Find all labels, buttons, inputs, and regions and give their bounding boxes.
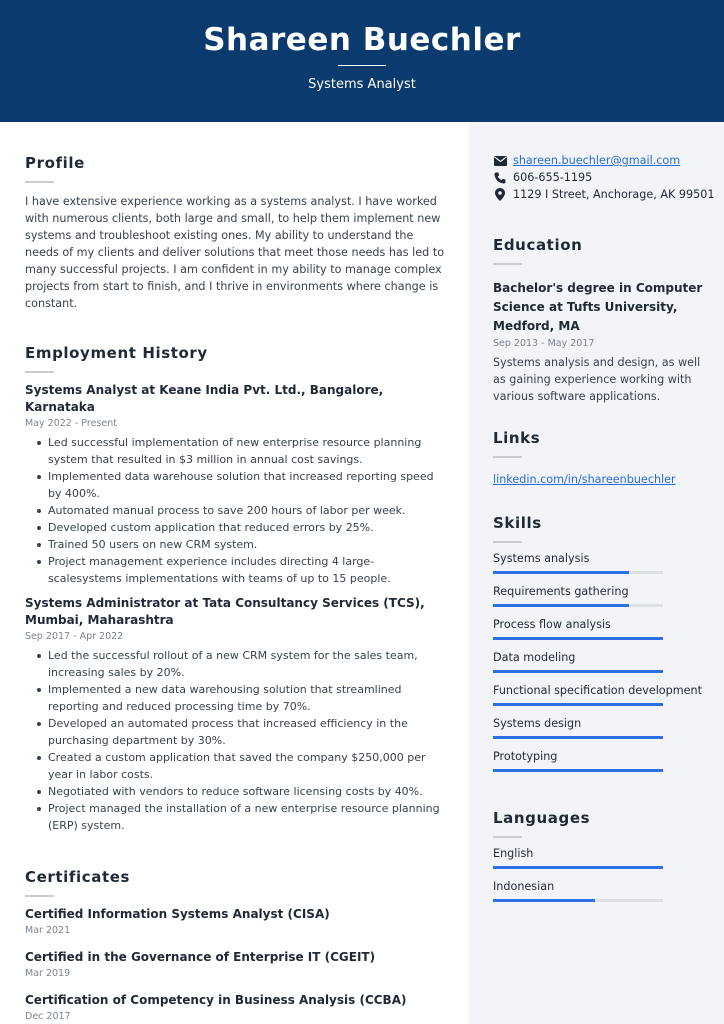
certificates-heading: Certificates <box>25 868 131 886</box>
section-divider <box>493 263 522 265</box>
skill-level-bar <box>493 703 663 706</box>
skill-name: Data modeling <box>493 651 576 664</box>
job-title: Systems Analyst at Keane India Pvt. Ltd., Bangalore, Karnataka <box>25 383 384 414</box>
contact-address: 1129 I Street, Anchorage, AK 99501 <box>513 188 715 201</box>
section-divider <box>25 181 54 183</box>
skill-item <box>493 716 708 739</box>
skill-name: Prototyping <box>493 750 558 763</box>
certificate-title: Certified in the Governance of Enterprise IT (CGEIT) <box>25 950 376 964</box>
skill-level-bar <box>493 637 663 640</box>
language-item <box>493 846 708 869</box>
skill-level-track <box>493 736 663 739</box>
education-dates: Sep 2013 - May 2017 <box>493 338 595 349</box>
job-dates: Sep 2017 - Apr 2022 <box>25 631 124 642</box>
education-description: Systems analysis and design, as well as gaining experience working with various software applications. <box>493 356 701 403</box>
certificate-title: Certified Information Systems Analyst (CISA) <box>25 907 330 921</box>
section-divider <box>493 541 522 543</box>
employment-heading: Employment History <box>25 344 208 362</box>
certificate-title: Certification of Competency in Business Analysis (CCBA) <box>25 993 407 1007</box>
contact-email-link[interactable]: shareen.buechler@gmail.com <box>513 154 681 167</box>
job-bullet: Implemented data warehouse solution that increased reporting speed by 400%. <box>25 468 445 502</box>
skill-item <box>493 749 708 772</box>
profile-section <box>25 154 445 312</box>
main-column <box>25 122 445 1024</box>
languages-section <box>493 809 708 838</box>
skill-name: Systems analysis <box>493 552 590 565</box>
education-degree: Bachelor's degree in Computer Science at Tufts University, Medford, MA <box>493 281 703 333</box>
certificate-date: Dec 2017 <box>25 1011 71 1022</box>
envelope-icon <box>493 154 507 168</box>
skill-level-bar <box>493 604 629 607</box>
employment-section <box>25 344 445 834</box>
job-bullet: Led successful implementation of new enterprise resource planning system that resulted in $3 million in annual cost savings. <box>25 434 445 468</box>
profile-text: I have extensive experience working as a systems analyst. I have worked with numerous clients, both large and small, to help them implement new systems and troubleshoot existing ones. My ability to understand the needs of my clients and deliver solutions that meet those needs has led to many successful projects. I am confident in my ability to manage complex projects from start to finish, and I thrive in environments where change is constant. <box>25 195 445 310</box>
job-title: Systems Administrator at Tata Consultancy Services (TCS), Mumbai, Maharashtra <box>25 596 425 627</box>
contact-phone-row <box>493 169 592 186</box>
section-divider <box>25 895 54 897</box>
certificate-entry <box>25 992 445 1024</box>
job-bullets <box>25 647 445 834</box>
skill-level-track <box>493 703 663 706</box>
job-bullet: Developed custom application that reduced errors by 25%. <box>25 519 445 536</box>
skill-level-track <box>493 604 663 607</box>
section-divider <box>493 456 522 458</box>
skill-name: Requirements gathering <box>493 585 629 598</box>
language-item <box>493 879 708 902</box>
certificate-entry <box>25 906 445 938</box>
skill-level-track <box>493 670 663 673</box>
skill-level-bar <box>493 736 663 739</box>
job-entry <box>25 382 445 587</box>
language-name: English <box>493 847 534 860</box>
skills-section <box>493 514 708 543</box>
skills-heading: Skills <box>493 514 542 532</box>
language-level-track <box>493 866 663 869</box>
skill-name: Functional specification development <box>493 684 703 697</box>
job-entry <box>25 595 445 834</box>
skill-name: Systems design <box>493 717 582 730</box>
job-bullet: Project managed the installation of a new enterprise resource planning (ERP) system. <box>25 800 445 834</box>
job-bullet: Led the successful rollout of a new CRM system for the sales team, increasing sales by 20%. <box>25 647 445 681</box>
section-divider <box>25 371 54 373</box>
languages-heading: Languages <box>493 809 591 827</box>
skill-level-bar <box>493 670 663 673</box>
skill-level-bar <box>493 769 663 772</box>
map-pin-icon <box>493 188 507 202</box>
skill-level-track <box>493 571 663 574</box>
links-heading: Links <box>493 429 541 447</box>
contact-phone: 606-655-1195 <box>513 171 593 184</box>
skill-level-bar <box>493 571 629 574</box>
language-level-track <box>493 899 663 902</box>
certificate-date: Mar 2021 <box>25 925 71 936</box>
candidate-title: Systems Analyst <box>308 77 416 92</box>
header-divider <box>338 65 386 66</box>
job-bullet: Developed an automated process that increased efficiency in the purchasing department by 30%. <box>25 715 445 749</box>
job-bullet: Trained 50 users on new CRM system. <box>25 536 445 553</box>
skill-item <box>493 584 708 607</box>
section-divider <box>493 836 522 838</box>
job-bullet: Implemented a new data warehousing solution that streamlined reporting and reduced processing time by 70%. <box>25 681 445 715</box>
education-section <box>493 236 708 405</box>
job-bullets <box>25 434 445 587</box>
candidate-name: Shareen Buechler <box>203 22 521 58</box>
certificate-entry <box>25 949 445 981</box>
links-section <box>493 429 708 486</box>
skill-name: Process flow analysis <box>493 618 611 631</box>
education-heading: Education <box>493 236 583 254</box>
job-bullet: Negotiated with vendors to reduce software licensing costs by 40%. <box>25 783 445 800</box>
resume-header <box>0 0 724 122</box>
job-dates: May 2022 - Present <box>25 418 117 429</box>
job-bullet: Created a custom application that saved the company $250,000 per year in labor costs. <box>25 749 445 783</box>
skill-level-track <box>493 637 663 640</box>
job-bullet: Project management experience includes directing 4 large-scalesystems implementations with teams of up to 15 people. <box>25 553 445 587</box>
language-name: Indonesian <box>493 880 555 893</box>
certificate-date: Mar 2019 <box>25 968 71 979</box>
skill-item <box>493 617 708 640</box>
phone-icon <box>493 171 507 185</box>
sidebar <box>469 122 724 1024</box>
language-level-bar <box>493 866 663 869</box>
linkedin-link[interactable]: linkedin.com/in/shareenbuechler <box>493 473 676 486</box>
contact-address-row <box>493 186 715 203</box>
skill-item <box>493 683 708 706</box>
skill-level-track <box>493 769 663 772</box>
contact-email-row <box>493 152 680 169</box>
profile-heading: Profile <box>25 154 85 172</box>
language-level-bar <box>493 899 595 902</box>
certificates-section <box>25 868 445 1024</box>
skill-item <box>493 650 708 673</box>
skill-item <box>493 551 708 574</box>
job-bullet: Automated manual process to save 200 hours of labor per week. <box>25 502 445 519</box>
